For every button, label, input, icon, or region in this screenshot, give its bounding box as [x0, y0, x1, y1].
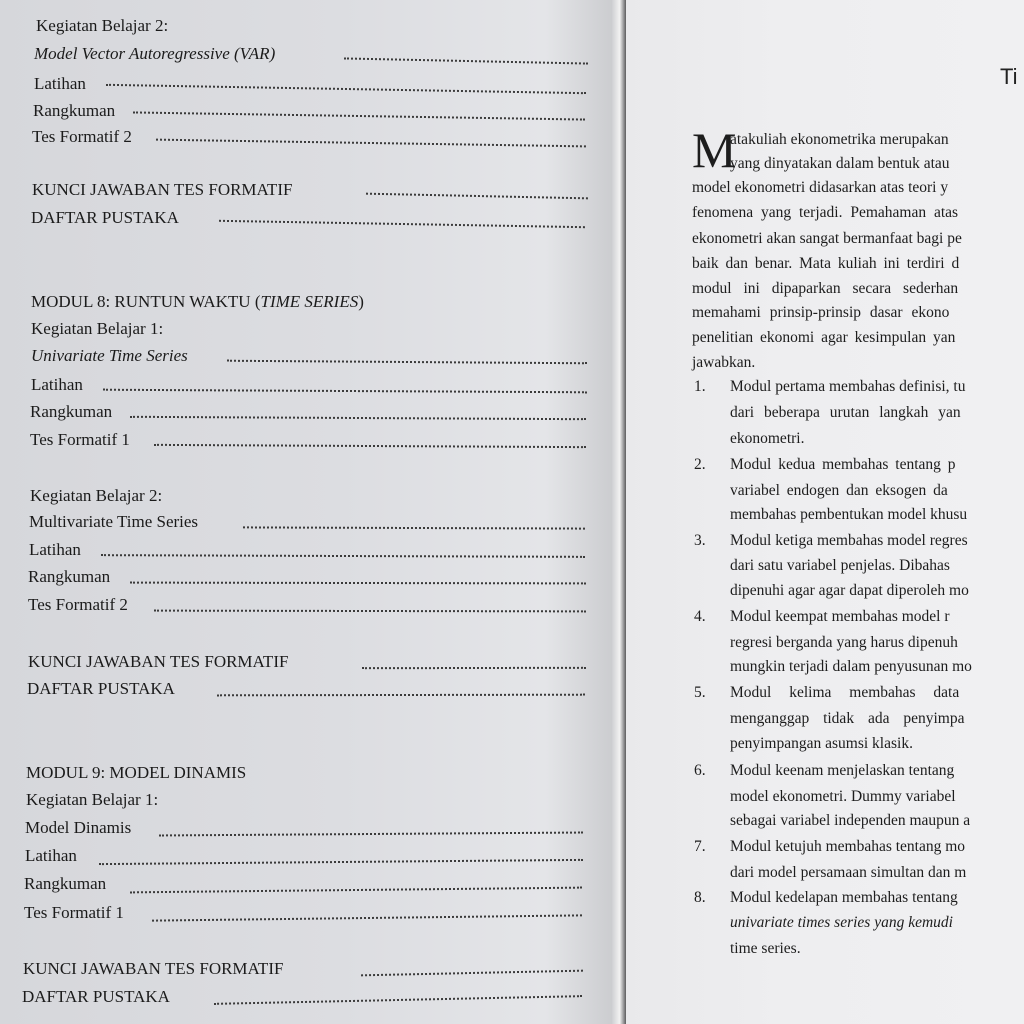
intro-line: baik dan benar. Mata kuliah ini terdiri d: [692, 255, 960, 272]
intro-line: modul ini dipaparkan secara sederhan: [692, 280, 959, 297]
toc-entry: KUNCI JAWABAN TES FORMATIF: [32, 180, 292, 200]
toc-entry: Latihan: [29, 540, 81, 560]
toc-entry: Latihan: [31, 375, 83, 395]
toc-entry: DAFTAR PUSTAKA: [31, 208, 179, 228]
toc-entry: Rangkuman: [24, 874, 106, 894]
toc-heading: Kegiatan Belajar 2:: [36, 16, 169, 35]
list-number: 8.: [694, 889, 706, 906]
intro-line: penelitian ekonomi agar kesimpulan yan: [692, 329, 956, 346]
toc-entry: Rangkuman: [28, 567, 110, 587]
list-line: model ekonometri. Dummy variabel: [730, 788, 956, 805]
list-line: time series.: [730, 940, 801, 957]
list-line: Modul pertama membahas definisi, tu: [730, 378, 966, 395]
list-line: dari beberapa urutan langkah yan: [730, 404, 961, 421]
list-number: 1.: [694, 378, 706, 395]
toc-entry: Latihan: [25, 846, 77, 866]
intro-line: yang dinyatakan dalam bentuk atau: [730, 155, 950, 172]
list-number: 3.: [694, 532, 706, 549]
intro-line: memahami prinsip-prinsip dasar ekono: [692, 304, 950, 321]
toc-entry: KUNCI JAWABAN TES FORMATIF: [28, 652, 288, 672]
toc-heading: Kegiatan Belajar 1:: [31, 319, 164, 338]
list-line: Modul kelima membahas data: [730, 684, 960, 701]
list-line: variabel endogen dan eksogen da: [730, 482, 948, 499]
list-number: 2.: [694, 456, 706, 473]
toc-heading: Kegiatan Belajar 2:: [30, 486, 163, 505]
toc-entry: Model Dinamis: [25, 818, 131, 838]
list-line: penyimpangan asumsi klasik.: [730, 735, 913, 752]
toc-entry: DAFTAR PUSTAKA: [22, 987, 170, 1007]
toc-entry: Latihan: [34, 74, 86, 94]
intro-line: ekonometri akan sangat bermanfaat bagi pe: [692, 230, 962, 247]
list-line: regresi berganda yang harus dipenuh: [730, 634, 958, 651]
toc-modul-heading: MODUL 8: RUNTUN WAKTU (TIME SERIES): [31, 292, 364, 311]
toc-entry: KUNCI JAWABAN TES FORMATIF: [23, 959, 283, 979]
list-line: Modul keenam menjelaskan tentang: [730, 762, 955, 779]
intro-line: fenomena yang terjadi. Pemahaman atas: [692, 204, 959, 221]
list-line: dipenuhi agar agar dapat diperoleh mo: [730, 582, 969, 599]
list-line: menganggap tidak ada penyimpa: [730, 710, 965, 727]
toc-entry: Rangkuman: [30, 402, 112, 422]
list-number: 7.: [694, 838, 706, 855]
list-line: univariate times series yang kemudi: [730, 914, 953, 931]
list-line: Modul kedelapan membahas tentang: [730, 889, 958, 906]
list-line: Modul ketiga membahas model regres: [730, 532, 968, 549]
intro-line: atakuliah ekonometrika merupakan: [730, 131, 949, 148]
list-line: Modul ketujuh membahas tentang mo: [730, 838, 966, 855]
toc-entry: Univariate Time Series: [31, 346, 188, 366]
list-line: membahas pembentukan model khusu: [730, 506, 968, 523]
page-title: Ti: [1000, 64, 1018, 89]
list-line: dari model persamaan simultan dan m: [730, 864, 967, 881]
toc-entry: Tes Formatif 2: [28, 595, 128, 615]
list-line: ekonometri.: [730, 430, 805, 447]
toc-entry: Model Vector Autoregressive (VAR): [34, 44, 275, 64]
toc-entry: Multivariate Time Series: [29, 512, 198, 532]
list-line: Modul kedua membahas tentang p: [730, 456, 956, 473]
toc-entry: Tes Formatif 2: [32, 127, 132, 147]
list-line: dari satu variabel penjelas. Dibahas: [730, 557, 950, 574]
list-line: sebagai variabel independen maupun a: [730, 812, 971, 829]
intro-line: jawabkan.: [692, 354, 756, 371]
drop-cap: M: [692, 122, 737, 178]
toc-entry: DAFTAR PUSTAKA: [27, 679, 175, 699]
toc-entry: Tes Formatif 1: [30, 430, 130, 450]
list-line: mungkin terjadi dalam penyusunan mo: [730, 658, 972, 675]
toc-entry: Rangkuman: [33, 101, 115, 121]
toc-entry: Tes Formatif 1: [24, 903, 124, 923]
list-number: 5.: [694, 684, 706, 701]
toc-modul-heading: MODUL 9: MODEL DINAMIS: [26, 763, 247, 782]
intro-line: model ekonometri didasarkan atas teori y: [692, 179, 949, 196]
intro-page: [626, 0, 1024, 1024]
list-line: Modul keempat membahas model r: [730, 608, 950, 625]
list-number: 4.: [694, 608, 706, 625]
toc-heading: Kegiatan Belajar 1:: [26, 790, 159, 809]
list-number: 6.: [694, 762, 706, 779]
